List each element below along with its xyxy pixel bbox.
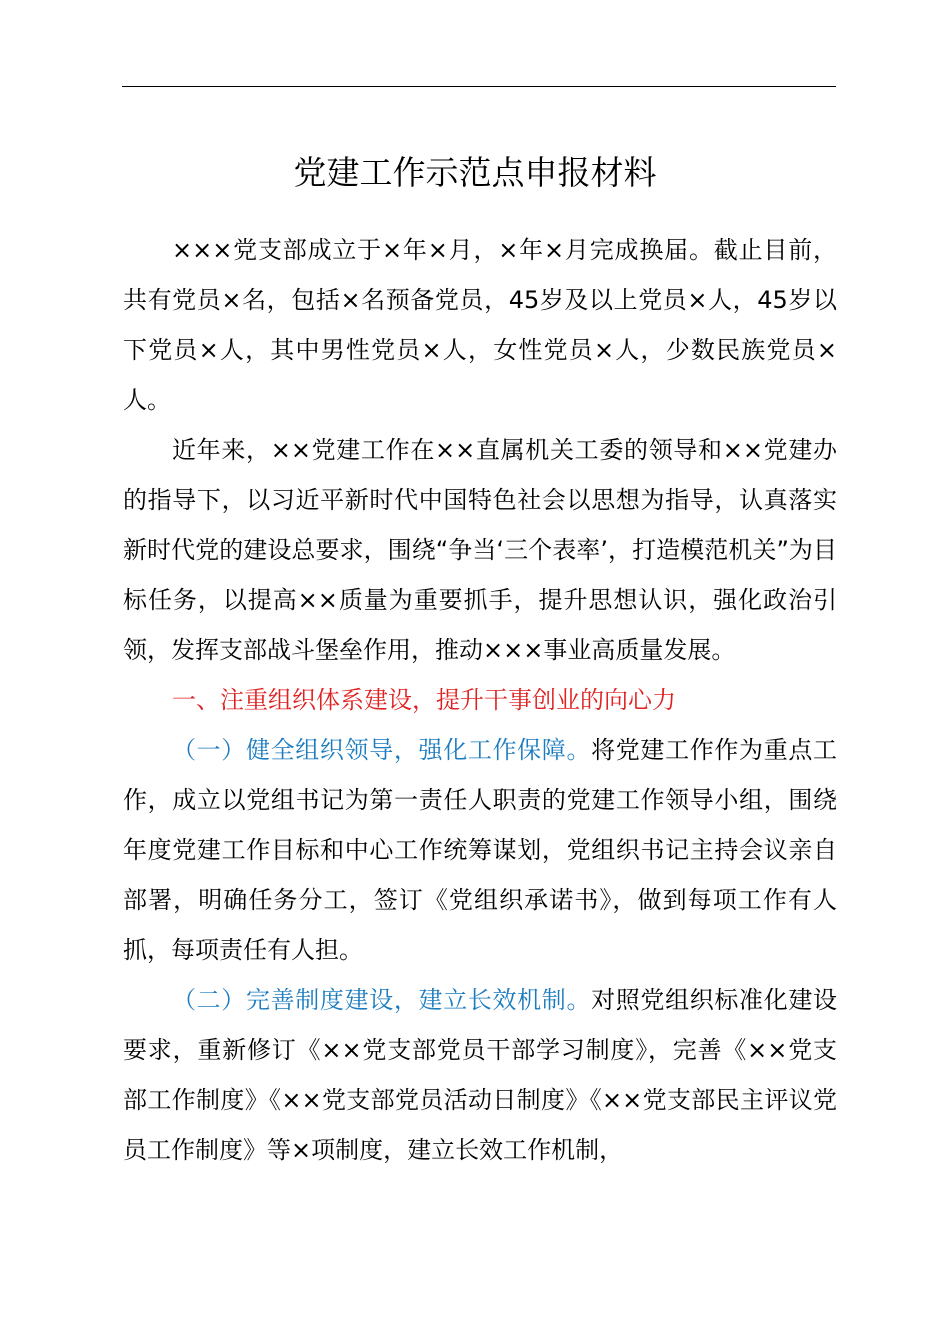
subsection-1-paragraph [123, 725, 837, 975]
intro-paragraph-2: 近年来，××党建工作在××直属机关工委的领导和××党建办的指导下，以习近平新时代中国特色社会以思想为指导，认真落实新时代党的建设总要求，围绕“争当‘三个表率’，打造模范机关”为目标任务，以提高××质量为重要抓手，提升思想认识，强化政治引领，发挥支部战斗堡垒作用，推动×××事业高质量发展。 [123, 436, 837, 664]
section-1-heading: 一、注重组织体系建设，提升干事创业的向心力 [172, 686, 676, 714]
subsection-2-text: 对照党组织标准化建设要求，重新修订《××党支部党员干部学习制度》，完善《××党支部工作制度》《××党支部党员活动日制度》《××党支部民主评议党员工作制度》等×项制度，建立长效工作机制， [123, 986, 838, 1164]
subsection-1-text: 将党建工作作为重点工作，成立以党组书记为第一责任人职责的党建工作领导小组，围绕年度党建工作目标和中心工作统筹谋划，党组织书记主持会议亲自部署，明确任务分工，签订《党组织承诺书》，做到每项工作有人抓，每项责任有人担。 [123, 736, 838, 964]
subsection-1-heading: （一）健全组织领导，强化工作保障。 [172, 736, 592, 764]
subsection-2-heading: （二）完善制度建设，建立长效机制。 [172, 986, 592, 1014]
document-title: 党建工作示范点申报材料 [293, 153, 657, 192]
intro-paragraph-1: ×××党支部成立于×年×月，×年×月完成换届。截止目前，共有党员×名，包括×名预备党员，45岁及以上党员×人，45岁以下党员×人，其中男性党员×人，女性党员×人，少数民族党员×人。 [123, 236, 837, 414]
header-rule [122, 86, 836, 87]
subsection-2-paragraph [123, 975, 837, 1175]
document-body [123, 225, 837, 1175]
